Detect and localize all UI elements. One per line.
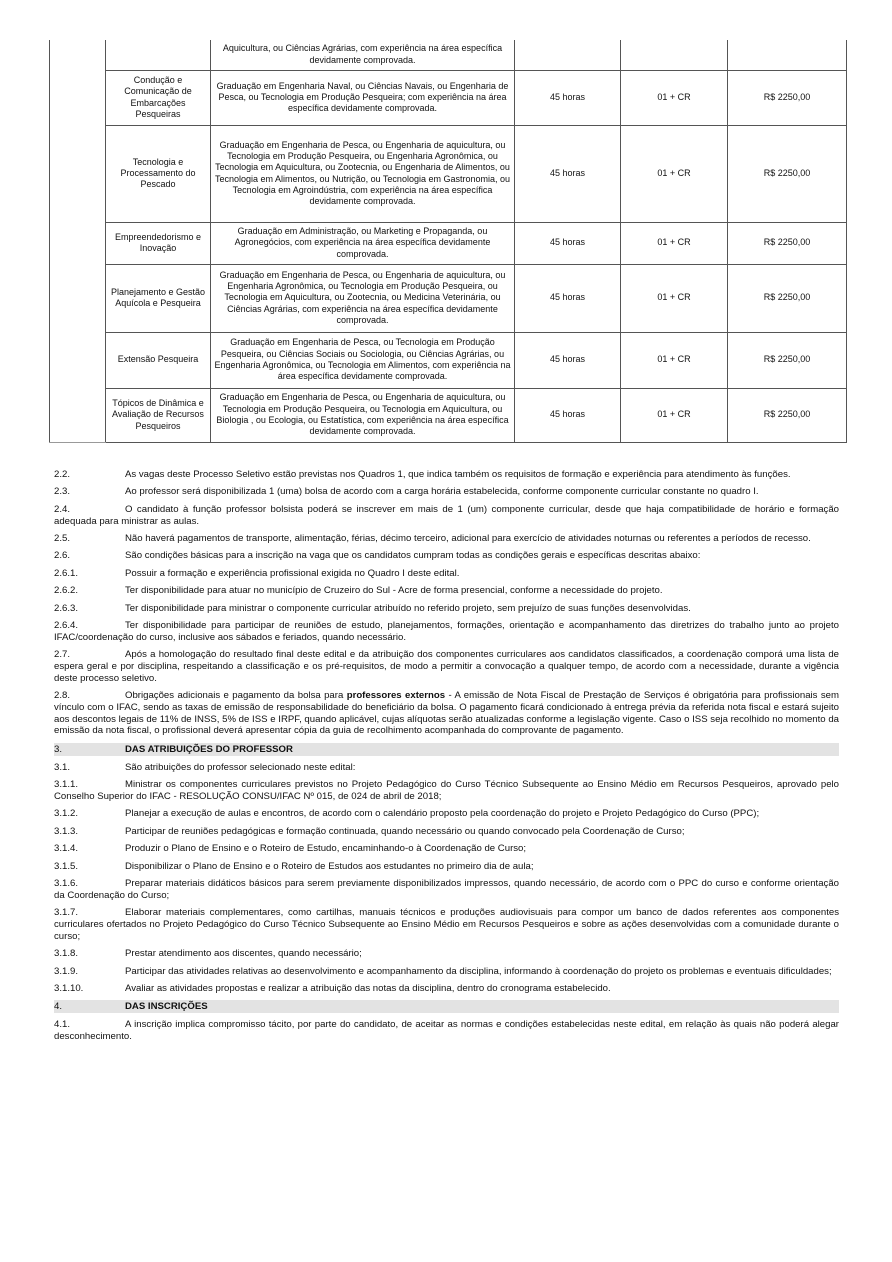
clause-paragraph (54, 469, 839, 481)
clause-number: 2.6.4. (54, 619, 79, 631)
requirements-cell: Graduação em Engenharia Naval, ou Ciências Navais, ou Engenharia de Pesca, ou Tecnologia em Produção Pesqueira; com experiência na área específica devidamente comprovada. (211, 70, 515, 125)
hours-cell (515, 40, 621, 70)
clause-number: 3.1.4. (54, 843, 79, 855)
clause-paragraph (54, 861, 839, 873)
component-cell: Tecnologia e Processamento do Pescado (106, 125, 211, 222)
clause-number: 2.6.1. (54, 567, 79, 579)
clause-number: 2.4. (54, 503, 71, 515)
value-cell: R$ 2250,00 (728, 264, 847, 332)
clause-text: Participar de reuniões pedagógicas e formação continuada, quando necessário ou quando convocado pela Coordenação de Curso; (125, 825, 685, 837)
clause-paragraph (54, 808, 839, 820)
clause-text: Ter disponibilidade para ministrar o componente curricular atribuído no referido projeto, sem prejuízo de suas funções desenvolvidas. (125, 602, 691, 614)
section-heading (54, 743, 839, 756)
hours-cell: 45 horas (515, 264, 621, 332)
requirements-cell: Aquicultura, ou Ciências Agrárias, com experiência na área específica devidamente comprovada. (211, 40, 515, 70)
clause-number: 3.1.3. (54, 825, 79, 837)
requirements-cell: Graduação em Engenharia de Pesca, ou Tecnologia em Produção Pesqueira, ou Ciências Sociais ou Sociologia, ou Ciências Agrárias, ou Engenharia Agronômica, ou Tecnologia em Alimentos, com experiência na área específica devidamente comprovada. (211, 332, 515, 388)
clause-paragraph (54, 568, 839, 580)
clause-text-intro: Obrigações adicionais e pagamento da bolsa para (125, 690, 347, 702)
clause-text: Participar das atividades relativas ao desenvolvimento e acompanhamento da disciplina, informando à coordenação do projeto os problemas e eventuais dificuldades; (125, 965, 832, 977)
table-row (50, 70, 847, 125)
clause-number: 2.2. (54, 469, 71, 480)
clause-text: Planejar a execução de aulas e encontros, de acordo com o calendário proposto pela coordenação do projeto e Projeto Pedagógico do Curso (PPC); (125, 808, 760, 820)
value-cell (728, 40, 847, 70)
section-heading (54, 1000, 839, 1013)
vacancies-table (49, 40, 847, 443)
clause-number: 2.7. (54, 649, 71, 661)
clause-number: 3.1.7. (54, 907, 79, 919)
clause-paragraph (54, 649, 839, 684)
clause-number: 2.6. (54, 550, 71, 562)
table-row (50, 222, 847, 264)
clause-paragraph (54, 486, 839, 498)
clause-text-emphasis: professores externos (346, 690, 446, 702)
clause-text: Preparar materiais didáticos básicos para serem previamente disponibilizados impressos, quando necessário, de acordo com o PPC do curso e conforme orientação da Coordenação do Curso; (54, 878, 839, 901)
clause-number: 3.1.6. (54, 878, 79, 890)
clause-text: Elaborar materiais complementares, como cartilhas, manuais técnicos e produções audiovisuais para compor um banco de dados referentes aos componentes curriculares ofertados no Projeto Pedagógico do Curso Técnico Subsequente ao Ensino Médio em Recursos Pesqueiros e sobre as ações desenvolvidas com a comunidade durante o curso; (54, 907, 839, 942)
clause-text: Prestar atendimento aos discentes, quando necessário; (125, 948, 362, 960)
clause-paragraph (54, 826, 839, 838)
clause-text: Produzir o Plano de Ensino e o Roteiro de Estudo, encaminhando-o à Coordenação de Curso; (125, 843, 527, 855)
clause-paragraph (54, 550, 839, 562)
clause-paragraph (54, 983, 839, 995)
component-cell (106, 40, 211, 70)
clause-number: 3.1.1. (54, 779, 79, 791)
vacancies-cell: 01 + CR (621, 125, 728, 222)
clause-text: Ter disponibilidade para participar de reuniões de estudo, planejamentos, formações, orientação e acompanhamento das diretrizes do trabalho junto ao projeto IFAC/coordenação do curso, inclusive aos sábados e feriados, quando necessário. (54, 619, 839, 643)
clause-text: São condições básicas para a inscrição na vaga que os candidatos cumpram todas as condições gerais e específicas descritas abaixo: (125, 550, 701, 562)
value-cell: R$ 2250,00 (728, 222, 847, 264)
clause-number: 2.8. (54, 690, 71, 702)
clause-text: Não haverá pagamentos de transporte, alimentação, férias, décimo terceiro, adicional para exercício de atividades noturnas ou referentes a períodos de recesso. (125, 532, 811, 544)
clause-paragraph (54, 762, 839, 774)
vacancies-table-body (50, 40, 847, 442)
vacancies-cell: 01 + CR (621, 388, 728, 442)
component-cell: Condução e Comunicação de Embarcações Pesqueiras (106, 70, 211, 125)
clause-paragraph (54, 533, 839, 545)
clause-number: 4.1. (54, 1019, 71, 1031)
clause-number: 3.1. (54, 761, 71, 773)
vacancies-cell: 01 + CR (621, 264, 728, 332)
requirements-cell: Graduação em Engenharia de Pesca, ou Engenharia de aquicultura, ou Tecnologia em Produção Pesqueira, ou Engenharia Agronômica, ou Tecnologia em Aquicultura, ou Zootecnia, ou Engenharia de Alimentos, ou Tecnologia em Alimentos, ou Nutrição, ou Tecnologia em Gastronomia, ou Tecnologia em Agroindústria, com experiência na área específica devidamente comprovada. (211, 125, 515, 222)
clause-number: 2.5. (54, 532, 71, 544)
clause-text: As vagas deste Processo Seletivo estão previstas nos Quadros 1, que indica também os requisitos de formação e experiência para atendimento às funções. (125, 469, 791, 480)
clause-text: Após a homologação do resultado final deste edital e da atribuição dos componentes curriculares aos candidatos classificados, a coordenação comporá uma lista de espera geral e por disciplina, respeitando a classificação e os pré-requisitos, de modo a permitir a convocação a qualquer tempo, de acordo com a necessidade, durante a vigência deste processo seletivo. (54, 649, 839, 684)
section-heading-text: DAS ATRIBUIÇÕES DO PROFESSOR (125, 743, 293, 755)
clause-paragraph (54, 907, 839, 942)
hours-cell: 45 horas (515, 70, 621, 125)
clause-paragraph (54, 690, 839, 737)
clause-number: 3. (54, 743, 63, 755)
clause-text: O candidato à função professor bolsista poderá se inscrever em mais de 1 (um) componente curricular, desde que haja compatibilidade de horário e formação adequada para ministrar as aulas. (54, 503, 839, 527)
clause-number: 3.1.5. (54, 860, 79, 872)
component-cell: Planejamento e Gestão Aquícola e Pesqueira (106, 264, 211, 332)
clause-paragraph (54, 843, 839, 855)
clause-paragraph (54, 878, 839, 902)
section-heading-text: DAS INSCRIÇÕES (125, 1001, 208, 1013)
vacancies-cell: 01 + CR (621, 332, 728, 388)
value-cell: R$ 2250,00 (728, 332, 847, 388)
clause-text: Ministrar os componentes curriculares previstos no Projeto Pedagógico do Curso Técnico Subsequente ao Ensino Médio em Recursos Pesqueiros, aprovado pelo Conselho Superior do IFAC - RESOLUÇÃO CONSU/IFAC Nº 015, de 024 de abril de 2018; (54, 779, 839, 803)
edital-text (54, 469, 839, 1049)
clause-paragraph (54, 620, 839, 644)
table-row (50, 332, 847, 388)
clause-paragraph (54, 585, 839, 597)
vacancies-cell (621, 40, 728, 70)
value-cell: R$ 2250,00 (728, 125, 847, 222)
clause-number: 3.1.10. (54, 982, 84, 994)
component-cell: Tópicos de Dinâmica e Avaliação de Recursos Pesqueiros (106, 388, 211, 442)
table-blank-column (50, 40, 106, 442)
hours-cell: 45 horas (515, 222, 621, 264)
clause-paragraph (54, 966, 839, 978)
clause-number: 2.6.3. (54, 602, 79, 614)
clause-text: Ter disponibilidade para atuar no município de Cruzeiro do Sul - Acre de forma presencial, conforme a necessidade do projeto. (125, 585, 663, 597)
hours-cell: 45 horas (515, 332, 621, 388)
table-row (50, 264, 847, 332)
clause-text: São atribuições do professor selecionado neste edital: (125, 761, 356, 773)
table-row (50, 125, 847, 222)
component-cell: Empreendedorismo e Inovação (106, 222, 211, 264)
requirements-cell: Graduação em Administração, ou Marketing e Propaganda, ou Agronegócios, com experiência na área específica devidamente comprovada. (211, 222, 515, 264)
clause-number: 2.6.2. (54, 585, 79, 597)
hours-cell: 45 horas (515, 125, 621, 222)
hours-cell: 45 horas (515, 388, 621, 442)
table-row (50, 388, 847, 442)
clause-text: Ao professor será disponibilizada 1 (uma) bolsa de acordo com a carga horária estabelecida, conforme componente curricular constante no quadro I. (125, 486, 759, 498)
requirements-cell: Graduação em Engenharia de Pesca, ou Engenharia de aquicultura, ou Tecnologia em Produção Pesqueira, ou Tecnologia em Aquicultura, ou Biologia , ou Ecologia, ou Estatística, com experiência na área específica devidamente comprovada. (211, 388, 515, 442)
clause-number: 4. (54, 1001, 63, 1013)
clause-text: Disponibilizar o Plano de Ensino e o Roteiro de Estudos aos estudantes no primeiro dia de aula; (125, 860, 534, 872)
vacancies-cell: 01 + CR (621, 70, 728, 125)
clause-text: - A emissão de Nota Fiscal de Prestação de Serviços é obrigatória para profissionais sem vínculo com o IFAC, sendo as taxas de emissão de responsabilidade do beneficiário da bolsa. O pagamento ficará condicionado à entrega prévia da referida nota fiscal e estará sujeito aos descontos legais de 11% de INSS, 5% de ISS e IRPF, quando aplicável, cujas alíquotas serão atualizadas conforme a legislação vigente. Caso o ISS seja recolhido no momento da emissão da nota fiscal, o profissional deverá apresentar cópia da guia de recolhimento acompanhada do comprovante de pagamento. (54, 690, 840, 737)
clause-paragraph (54, 504, 839, 528)
clause-text: Possuir a formação e experiência profissional exigida no Quadro I deste edital. (125, 567, 460, 579)
clause-number: 2.3. (54, 486, 71, 498)
vacancies-table-wrapper (49, 40, 847, 443)
value-cell: R$ 2250,00 (728, 388, 847, 442)
clause-paragraph (54, 603, 839, 615)
clause-text: Avaliar as atividades propostas e realizar a atribuição das notas da disciplina, dentro do cronograma estabelecido. (125, 982, 611, 994)
clause-number: 3.1.9. (54, 965, 79, 977)
clause-text: A inscrição implica compromisso tácito, por parte do candidato, de aceitar as normas e condições estabelecidas neste edital, em relação às quais não poderá alegar desconhecimento. (54, 1019, 839, 1043)
requirements-cell: Graduação em Engenharia de Pesca, ou Engenharia de aquicultura, ou Engenharia Agronômica, ou Tecnologia em Produção Pesqueira, ou Tecnologia em Aquicultura, ou Zootecnia, ou Medicina Veterinária, ou Ciências Agrárias, com experiência na área específica devidamente comprovada. (211, 264, 515, 332)
vacancies-cell: 01 + CR (621, 222, 728, 264)
clause-paragraph (54, 779, 839, 803)
clause-number: 3.1.2. (54, 808, 79, 820)
clause-paragraph (54, 948, 839, 960)
component-cell: Extensão Pesqueira (106, 332, 211, 388)
table-row (50, 40, 847, 70)
clause-paragraph (54, 1019, 839, 1043)
clause-number: 3.1.8. (54, 948, 79, 960)
value-cell: R$ 2250,00 (728, 70, 847, 125)
